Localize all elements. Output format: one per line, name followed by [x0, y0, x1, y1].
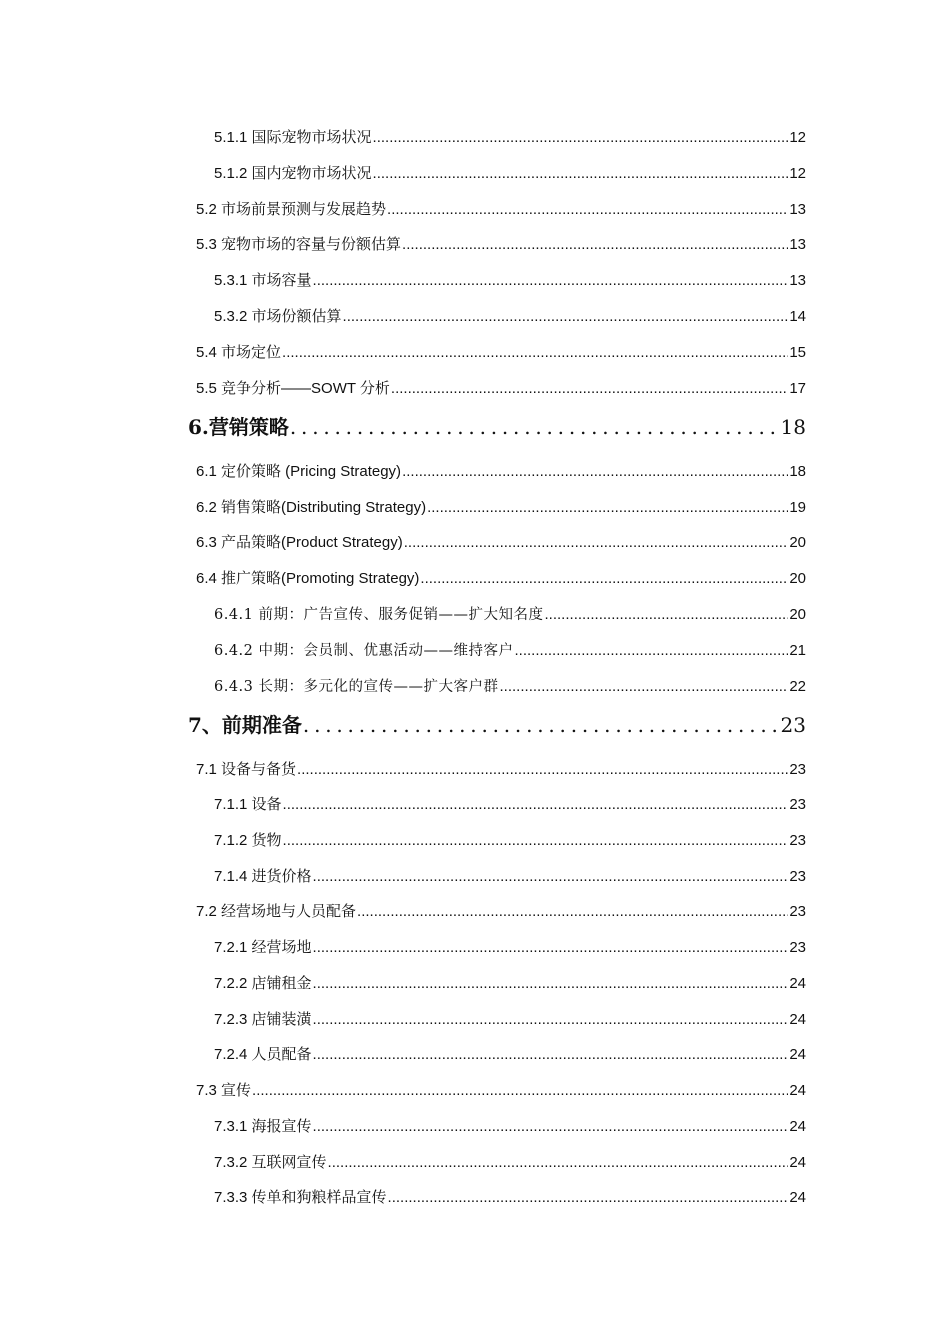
toc-entry-label: 5.3 宠物市场的容量与份额估算	[196, 236, 402, 253]
toc-entry-label: 5.1.1 国际宠物市场状况	[214, 129, 372, 146]
toc-leader-dots	[427, 499, 788, 516]
toc-page-number: 24	[789, 1118, 806, 1135]
toc-entry-label: 7.1.2 货物	[214, 832, 282, 849]
toc-page-number: 24	[789, 975, 806, 992]
toc-entry-label: 7.3.3 传单和狗粮样品宣传	[214, 1189, 387, 1206]
toc-entry-7-1-1[interactable]	[214, 793, 806, 814]
toc-page-number: 23	[789, 761, 806, 778]
toc-leader-dots	[391, 380, 788, 397]
toc-entry-label: 5.3.1 市场容量	[214, 272, 312, 289]
toc-page-number: 13	[789, 236, 806, 253]
toc-entry-6-4[interactable]	[196, 567, 806, 588]
toc-page-number: 24	[789, 1046, 806, 1063]
toc-entry-label: 7.2.3 店铺装潢	[214, 1011, 312, 1028]
toc-leader-dots	[313, 868, 789, 885]
toc-leader-dots	[282, 344, 788, 361]
toc-entry-7-2[interactable]	[196, 900, 806, 921]
toc-leader-dots	[313, 1011, 789, 1028]
toc-page-number: 13	[789, 201, 806, 218]
toc-chapter-label: 7、前期准备	[188, 713, 302, 737]
toc-page-number: 20	[789, 570, 806, 587]
toc-entry-label: 7.2 经营场地与人员配备	[196, 903, 357, 920]
toc-leader-dots	[373, 165, 789, 182]
toc-leader-dots	[404, 534, 789, 551]
toc-page-number: 21	[789, 642, 806, 659]
toc-entry-7-1-4[interactable]	[214, 865, 806, 886]
toc-page-number: 12	[789, 165, 806, 182]
toc-entry-6-1[interactable]	[196, 460, 806, 481]
toc-leader-dots	[420, 570, 788, 587]
toc-leader-dots	[328, 1154, 789, 1171]
toc-entry-6-4-3[interactable]	[214, 675, 806, 696]
toc-entry-label: 5.2 市场前景预测与发展趋势	[196, 201, 387, 218]
toc-entry-5-3-2[interactable]	[214, 305, 806, 326]
toc-page-number: 24	[789, 1082, 806, 1099]
toc-leader-dots	[515, 642, 789, 659]
toc-entry-7-2-2[interactable]	[214, 972, 806, 993]
toc-entry-label: 6.4 推广策略(Promoting Strategy)	[196, 570, 420, 587]
toc-entry-7-3-3[interactable]	[214, 1186, 806, 1207]
toc-entry-label: 6.2 销售策略(Distributing Strategy)	[196, 499, 427, 516]
toc-entry-5-4[interactable]	[196, 341, 806, 362]
toc-leader-dots	[357, 903, 788, 920]
toc-leader-dots	[343, 308, 789, 325]
toc-entry-label: 7.2.4 人员配备	[214, 1046, 312, 1063]
toc-entry-label: 7.1.4 进货价格	[214, 868, 312, 885]
toc-page-number: 22	[789, 678, 806, 695]
toc-entry-7-2-3[interactable]	[214, 1008, 806, 1029]
toc-entry-7-1-2[interactable]	[214, 829, 806, 850]
toc-page-number: 24	[789, 1011, 806, 1028]
toc-entry-6-4-1[interactable]	[214, 603, 806, 624]
toc-entry-5-2[interactable]	[196, 198, 806, 219]
toc-chapter-7[interactable]	[188, 709, 806, 738]
toc-page-number: 18	[789, 463, 806, 480]
toc-leader-dots	[500, 678, 789, 695]
toc-chapter-6[interactable]	[188, 411, 806, 440]
toc-entry-label: 7.1 设备与备货	[196, 761, 297, 778]
toc-page-number: 23	[789, 903, 806, 920]
toc-entry-5-5[interactable]	[196, 377, 806, 398]
toc-entry-label: 7.1.1 设备	[214, 796, 282, 813]
toc-page-number: 14	[789, 308, 806, 325]
toc-entry-label: 5.5 竞争分析——SOWT 分析	[196, 380, 390, 397]
toc-entry-label: 7.3 宣传	[196, 1082, 252, 1099]
toc-entry-label: 6.3 产品策略(Product Strategy)	[196, 534, 403, 551]
toc-entry-label: 6.4.2 中期：会员制、优惠活动——维持客户	[214, 643, 514, 659]
toc-entry-7-3-1[interactable]	[214, 1115, 806, 1136]
toc-leader-dots	[313, 939, 789, 956]
toc-page-number: 20	[789, 534, 806, 551]
toc-leader-dots	[373, 129, 789, 146]
toc-leader-dots	[313, 975, 789, 992]
toc-entry-5-1-1[interactable]	[214, 126, 806, 147]
toc-entry-label: 6.4.3 长期：多元化的宣传——扩大客户群	[214, 679, 499, 695]
toc-entry-label: 7.3.2 互联网宣传	[214, 1154, 327, 1171]
toc-chapter-label: 6.营销策略	[188, 415, 289, 439]
toc-leader-dots	[290, 415, 780, 439]
toc-entry-6-4-2[interactable]	[214, 639, 806, 660]
toc-entry-6-3[interactable]	[196, 531, 806, 552]
toc-entry-5-3-1[interactable]	[214, 269, 806, 290]
toc-page-number: 23	[780, 713, 806, 737]
toc-leader-dots	[283, 796, 789, 813]
toc-page-number: 24	[789, 1154, 806, 1171]
toc-entry-7-3-2[interactable]	[214, 1151, 806, 1172]
toc-entry-label: 7.2.1 经营场地	[214, 939, 312, 956]
toc-entry-label: 7.3.1 海报宣传	[214, 1118, 312, 1135]
toc-page-number: 17	[789, 380, 806, 397]
toc-entry-5-1-2[interactable]	[214, 162, 806, 183]
toc-leader-dots	[387, 201, 788, 218]
toc-entry-7-2-1[interactable]	[214, 936, 806, 957]
toc-leader-dots	[313, 272, 789, 289]
toc-page-number: 23	[789, 796, 806, 813]
toc-entry-label: 6.4.1 前期：广告宣传、服务促销——扩大知名度	[214, 607, 544, 623]
toc-page-number: 15	[789, 344, 806, 361]
toc-entry-label: 7.2.2 店铺租金	[214, 975, 312, 992]
toc-entry-label: 5.1.2 国内宠物市场状况	[214, 165, 372, 182]
toc-page-number: 24	[789, 1189, 806, 1206]
toc-leader-dots	[313, 1118, 789, 1135]
toc-entry-label: 5.4 市场定位	[196, 344, 282, 361]
toc-leader-dots	[313, 1046, 789, 1063]
toc-entry-label: 6.1 定价策略 (Pricing Strategy)	[196, 463, 402, 480]
toc-leader-dots	[545, 606, 789, 623]
toc-leader-dots	[402, 236, 788, 253]
toc-page-number: 20	[789, 606, 806, 623]
toc-entry-7-3[interactable]	[196, 1079, 806, 1100]
toc-page-number: 18	[780, 415, 806, 439]
toc-entry-label: 5.3.2 市场份额估算	[214, 308, 342, 325]
toc-entry-7-2-4[interactable]	[214, 1043, 806, 1064]
toc-leader-dots	[402, 463, 788, 480]
toc-leader-dots	[297, 761, 788, 778]
toc-page-number: 13	[789, 272, 806, 289]
toc-leader-dots	[388, 1189, 789, 1206]
toc-leader-dots	[303, 713, 780, 737]
toc-entry-6-2[interactable]	[196, 496, 806, 517]
toc-page-number: 19	[789, 499, 806, 516]
toc-entry-7-1[interactable]	[196, 758, 806, 779]
toc-leader-dots	[252, 1082, 788, 1099]
toc-page-number: 23	[789, 832, 806, 849]
toc-page-number: 23	[789, 939, 806, 956]
toc-page-number: 12	[789, 129, 806, 146]
toc-leader-dots	[283, 832, 789, 849]
toc-entry-5-3[interactable]	[196, 233, 806, 254]
toc-page-number: 23	[789, 868, 806, 885]
